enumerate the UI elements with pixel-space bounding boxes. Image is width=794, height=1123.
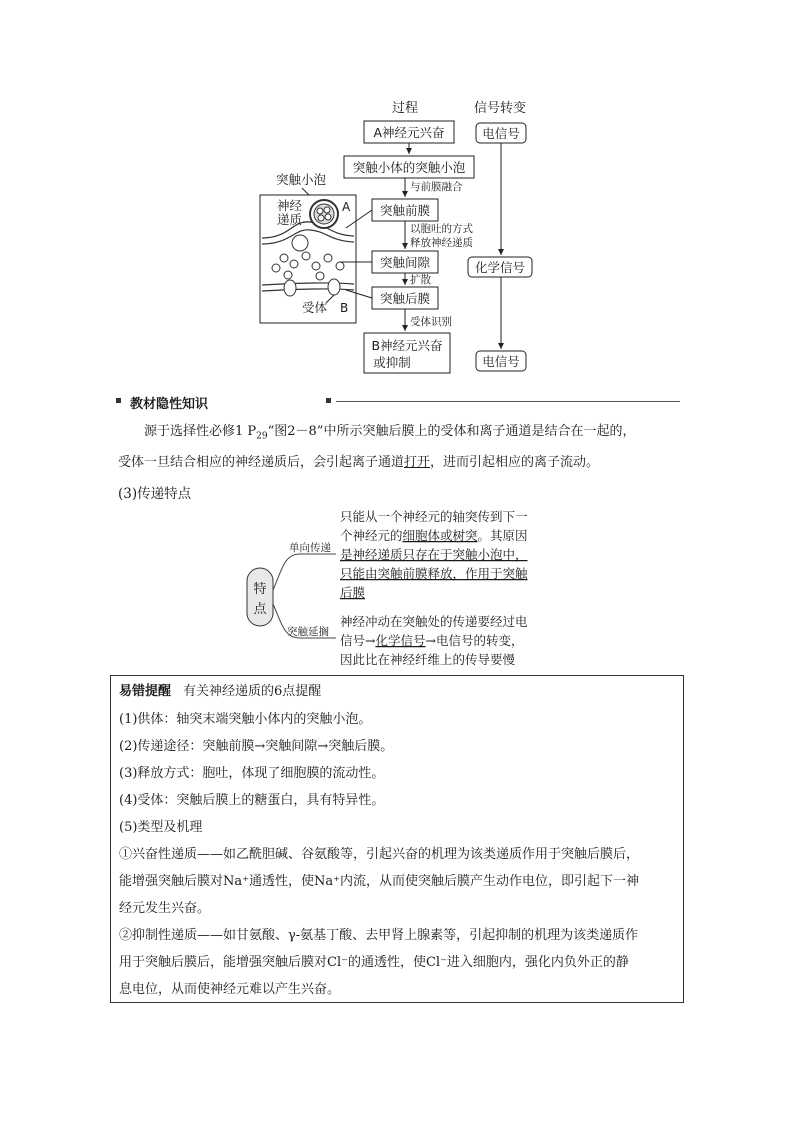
one-way-line-2: 个神经元的细胞体或树突。其原因 bbox=[340, 528, 528, 543]
tip-title-line bbox=[119, 680, 321, 699]
branch-one-way: 单向传递 bbox=[289, 542, 331, 554]
tip-line: (2)传递途径：突触前膜→突触间隙→突触后膜。 bbox=[119, 739, 394, 754]
label-exocytosis: 以胞吐的方式 bbox=[410, 223, 473, 235]
one-way-line-1: 只能从一个神经元的轴突传到下一 bbox=[340, 509, 528, 524]
delay-line-3: 因此比在神经纤维上的传导要慢 bbox=[340, 652, 516, 667]
underlined-open: 打开 bbox=[404, 454, 431, 470]
paragraph-line-2: 受体一旦结合相应的神经递质后，会引起离子通道打开，进而引起相应的离子流动。 bbox=[118, 454, 600, 470]
col-process-header: 过程 bbox=[391, 101, 419, 116]
step-b-result-2: 或抑制 bbox=[373, 355, 411, 370]
label-receptor: 受体 bbox=[302, 300, 328, 315]
label-neuron-b: B bbox=[340, 301, 349, 315]
tip-line: ①兴奋性递质——如乙酰胆碱、谷氨酸等，引起兴奋的机理为该类递质作用于突触后膜后， bbox=[119, 847, 640, 862]
step-presynaptic: 突触前膜 bbox=[379, 203, 431, 218]
branch-delay: 突触延搁 bbox=[287, 626, 329, 638]
section-header bbox=[110, 393, 680, 411]
tip-line: (5)类型及机理 bbox=[119, 820, 203, 835]
section-title: 教材隐性知识 bbox=[130, 397, 209, 412]
step-b-result-1: B神经元兴奋 bbox=[371, 338, 443, 353]
signal-chemical: 化学信号 bbox=[474, 260, 526, 275]
section-marker-right bbox=[326, 398, 331, 403]
features-mindmap bbox=[0, 500, 794, 680]
tip-line: (1)供体：轴突末端突触小体内的突触小泡。 bbox=[119, 712, 372, 727]
center-node bbox=[247, 568, 273, 626]
one-way-line-5: 后膜 bbox=[340, 585, 366, 600]
col-signal-header: 信号转变 bbox=[473, 101, 527, 116]
step-vesicle: 突触小体的突触小泡 bbox=[352, 160, 466, 175]
step-a-excited: A神经元兴奋 bbox=[373, 125, 445, 140]
section-rule bbox=[336, 401, 680, 402]
center-node-char-1: 特 bbox=[253, 582, 267, 597]
tip-line: 经元发生兴奋。 bbox=[119, 901, 211, 916]
tip-title: 易错提醒 bbox=[119, 684, 172, 699]
step-postsynaptic: 突触后膜 bbox=[379, 291, 431, 306]
paragraph-line-1: 源于选择性必修1 $P_{29}“$图2－8”中所示突触后膜上的受体和离子通道是结合在一起的， bbox=[144, 424, 636, 442]
one-way-line-3: 是神经递质只存在于突触小泡中， bbox=[340, 547, 528, 562]
tip-line: 能增强突触后膜对Na⁺通透性，使Na⁺内流，从而使突触后膜产生动作电位，即引起下一神 bbox=[119, 874, 639, 889]
hidden-knowledge-paragraph bbox=[118, 419, 678, 476]
label-transmitter-1: 神经 bbox=[277, 198, 303, 213]
label-fuse-membrane: 与前膜融合 bbox=[410, 181, 463, 193]
tip-line: (4)受体：突触后膜上的糖蛋白，具有特异性。 bbox=[119, 793, 385, 808]
signal-electric-1: 电信号 bbox=[482, 126, 520, 141]
tip-line: 用于突触后膜后，能增强突触后膜对Cl⁻的通透性，使Cl⁻进入细胞内，强化内负外正的静 bbox=[119, 955, 629, 970]
delay-line-2: 信号→化学信号→电信号的转变， bbox=[340, 633, 524, 648]
label-transmitter-2: 递质 bbox=[277, 212, 303, 227]
label-neuron-a: A bbox=[342, 200, 351, 214]
signal-electric-2: 电信号 bbox=[482, 354, 520, 369]
underlined-chemical-signal: 化学信号 bbox=[375, 633, 426, 648]
center-node-char-2: 点 bbox=[253, 602, 267, 617]
tip-line: ②抑制性递质——如甘氨酸、γ-氨基丁酸、去甲肾上腺素等，引起抑制的机理为该类递质作 bbox=[119, 928, 639, 943]
label-release-transmitter: 释放神经递质 bbox=[410, 237, 473, 249]
section-marker-left bbox=[116, 398, 121, 403]
label-synaptic-vesicle: 突触小泡 bbox=[276, 172, 327, 187]
underlined-cell-body: 细胞体或树突 bbox=[402, 528, 478, 543]
tip-subtitle: 有关神经递质的6点提醒 bbox=[183, 684, 322, 699]
error-tip-box bbox=[110, 675, 684, 1003]
label-diffusion: 扩散 bbox=[410, 274, 431, 286]
one-way-line-4: 只能由突触前膜释放，作用于突触 bbox=[340, 566, 528, 581]
transmission-features-heading: (3)传递特点 bbox=[118, 486, 192, 502]
step-cleft: 突触间隙 bbox=[379, 255, 431, 270]
synapse-diagram bbox=[0, 0, 794, 380]
tip-line: 息电位，从而使神经元难以产生兴奋。 bbox=[119, 982, 341, 997]
tip-line: (3)释放方式：胞吐，体现了细胞膜的流动性。 bbox=[119, 766, 385, 781]
delay-line-1: 神经冲动在突触处的传递要经过电 bbox=[340, 614, 528, 629]
label-receptor-recognition: 受体识别 bbox=[410, 316, 452, 328]
